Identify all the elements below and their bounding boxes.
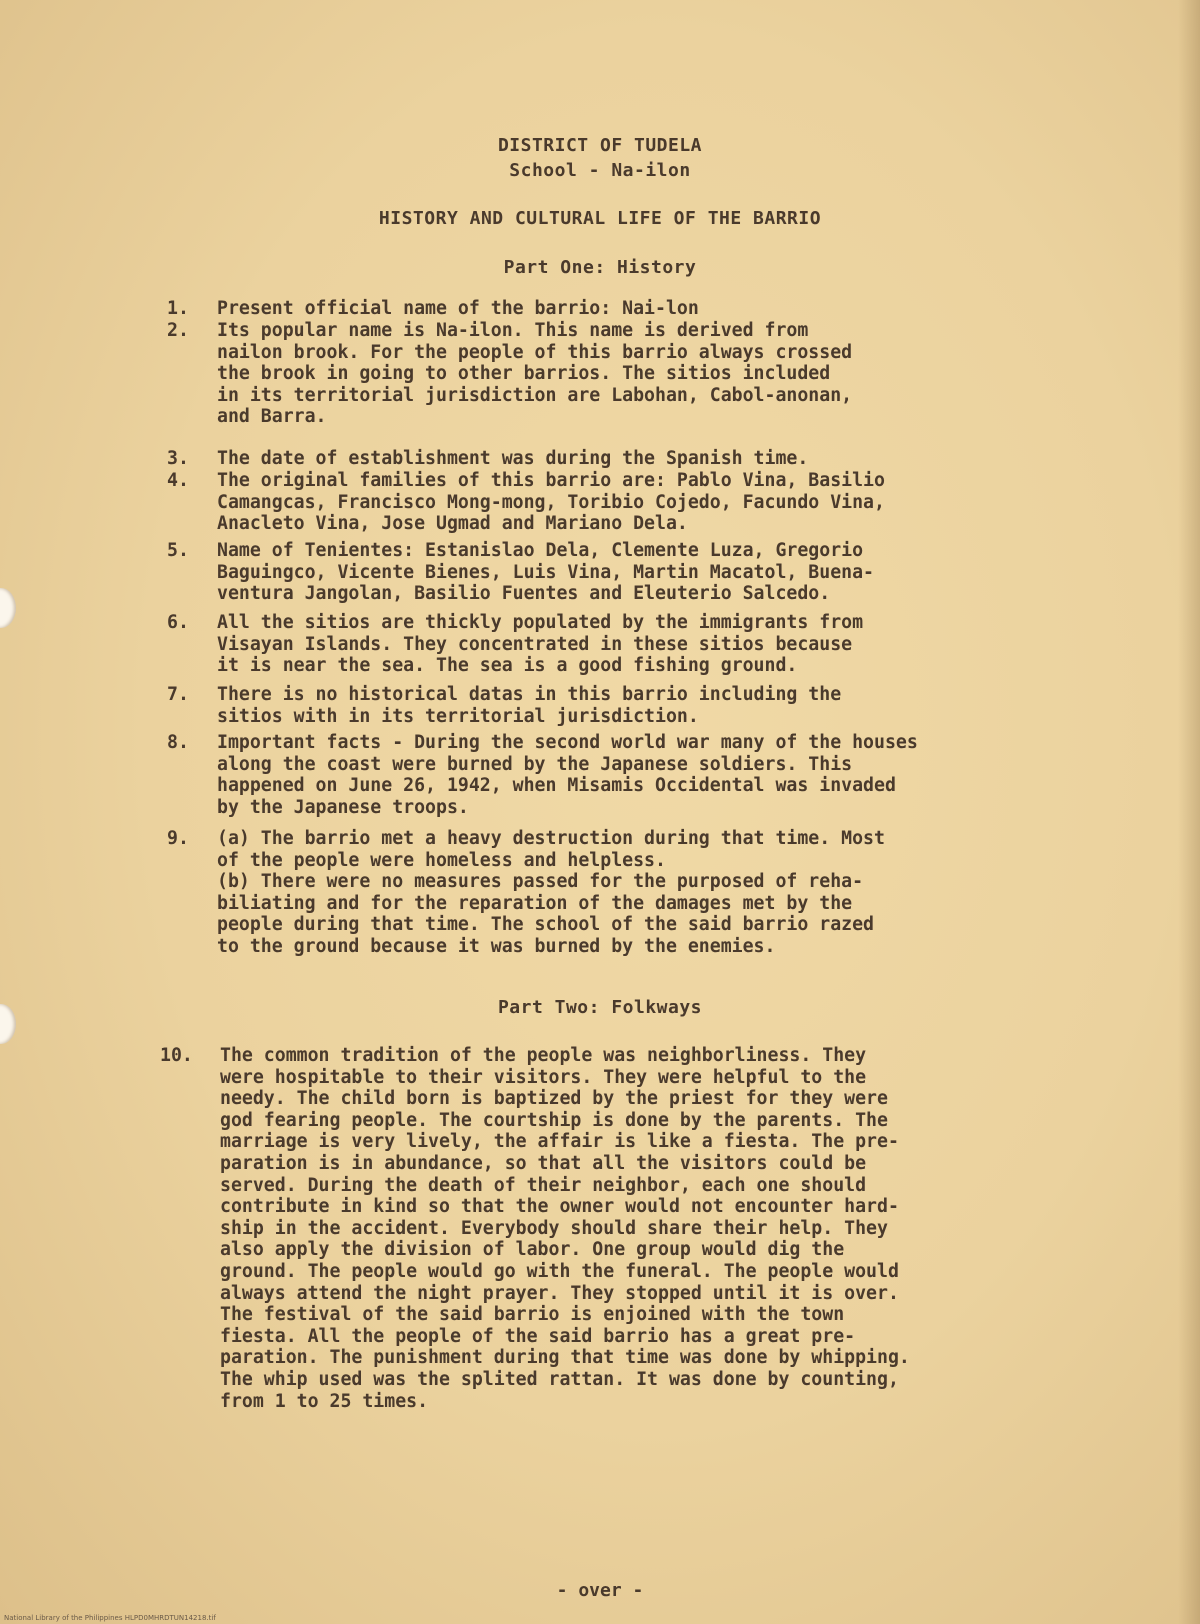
item-text: (a) The barrio met a heavy destruction during that time. Most of the people were homeless and helpless. (b) There were no measures passed for the purposed of reha- biliating and for the reparation of the damages met by the people during that time. The school of the said barrio razed to the ground because it was burned by the enemies. (217, 828, 885, 957)
item-number: 8. (167, 732, 189, 753)
list-item (167, 470, 1127, 535)
item-text: The original families of this barrio are: Pablo Vina, Basilio Camangcas, Francisco Mong-mong, Toribio Cojedo, Facundo Vina, Anacleto Vina, Jose Ugmad and Mariano Dela. (217, 470, 885, 535)
item-text: The date of establishment was during the Spanish time. (217, 448, 809, 469)
item-number: 6. (167, 612, 189, 633)
item-number: 10. (160, 1045, 193, 1066)
list-item (167, 540, 1127, 605)
list-item (167, 448, 1127, 470)
part-one-heading: Part One: History (503, 257, 697, 278)
district-heading: DISTRICT OF TUDELA (497, 135, 703, 156)
item-text: Name of Tenientes: Estanislao Dela, Clemente Luza, Gregorio Baguingco, Vicente Bienes, Luis Vina, Martin Macatol, Buena- ventura Jangolan, Basilio Fuentes and Eleuterio Salcedo. (217, 540, 874, 605)
item-text: Present official name of the barrio: Nai-lon (217, 298, 699, 319)
list-item (167, 320, 1127, 428)
item-text: The common tradition of the people was neighborliness. They were hospitable to their visitors. They were helpful to the needy. The child born is baptized by the priest for they were god fearing people. The courtship is done by the parents. The marriage is very lively, the affair is like a fiesta. The pre- paration is in abundance, so that all the visitors could be served. During the death of their neighbor, each one should contribute in kind so that the owner would not encounter hard- ship in the accident. Everybody should share their help. They also apply the division of labor. One group would dig the ground. The people would go with the funeral. The people would always attend the night prayer. They stopped until it is over. The festival of the said barrio is enjoined with the town fiesta. All the people of the said barrio has a great pre- paration. The punishment during that time was done by whipping. The whip used was the splited rattan. It was done by counting, from 1 to 25 times. (220, 1045, 910, 1412)
item-number: 2. (167, 320, 189, 341)
list-item (167, 612, 1127, 677)
item-text: Its popular name is Na-ilon. This name is derived from nailon brook. For the people of this barrio always crossed the brook in going to other barrios. The sitios included in its territorial jurisdiction are Labohan, Cabol-anonan, and Barra. (217, 320, 853, 428)
school-heading: School - Na-ilon (509, 160, 691, 181)
list-item (167, 684, 1127, 727)
document-title: HISTORY AND CULTURAL LIFE OF THE BARRIO (378, 208, 822, 229)
list-item (167, 828, 1127, 958)
item-number: 5. (167, 540, 189, 561)
punch-hole (0, 588, 16, 628)
item-number: 3. (167, 448, 189, 469)
item-number: 4. (167, 470, 189, 491)
page-edge-shadow (1178, 0, 1200, 1624)
list-item (167, 298, 1127, 320)
item-text: All the sitios are thickly populated by the immigrants from Visayan Islands. They concentrated in these sitios because it is near the sea. The sea is a good fishing ground. (217, 612, 864, 677)
item-number: 7. (167, 684, 189, 705)
archive-credit: National Library of the Philippines HLPD0MHRDTUN14218.tif (4, 1614, 216, 1622)
item-number: 1. (167, 298, 189, 319)
item-text: Important facts - During the second world war many of the houses along the coast were burned by the Japanese soldiers. This happened on June 26, 1942, when Misamis Occidental was invaded by the Japanese troops. (217, 732, 918, 818)
list-item (167, 732, 1127, 818)
part-two-heading: Part Two: Folkways (497, 997, 703, 1018)
list-item (160, 1045, 1120, 1412)
item-number: 9. (167, 828, 189, 849)
item-text: There is no historical datas in this barrio including the sitios with in its territorial jurisdiction. (217, 684, 842, 727)
page-footer-over: - over - (556, 1580, 644, 1601)
